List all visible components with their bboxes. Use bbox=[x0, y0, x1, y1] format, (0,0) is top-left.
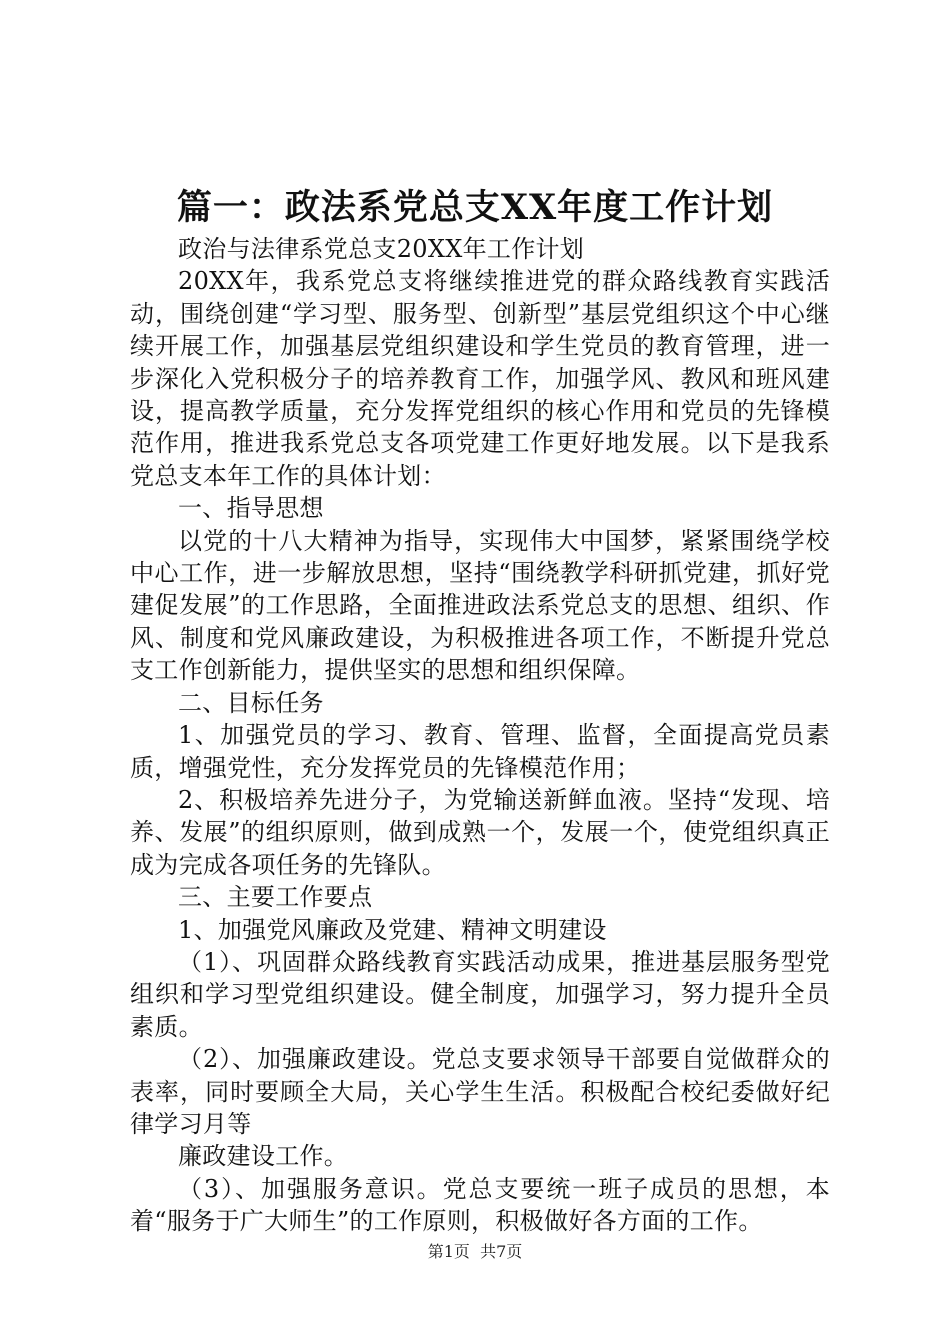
document-title: 篇一：政法系党总支XX年度工作计划 bbox=[176, 187, 774, 228]
paragraph-item-2: （2）、加强廉政建设。党总支要求领导干部要自觉做群众的表率，同时要顾全大局，关心学生生活。积极配合校纪委做好纪律学习月等 bbox=[130, 1045, 830, 1138]
subsection-heading-integrity: 1、加强党风廉政及党建、精神文明建设 bbox=[178, 915, 607, 944]
paragraph-item-3: （3）、加强服务意识。党总支要统一班子成员的思想，本着“服务于广大师生”的工作原则，积极做好各方面的工作。 bbox=[130, 1174, 830, 1236]
paragraph-intro: 20XX年，我系党总支将继续推进党的群众路线教育实践活动，围绕创建“学习型、服务型、创新型”基层党组织这个中心继续开展工作，加强基层党组织建设和学生党员的教育管理，进一步深化入党积极分子的培养教育工作，加强学风、教风和班风建设，提高教学质量，充分发挥党组织的核心作用和党员的先锋模范作用，推进我系党总支各项党建工作更好地发展。以下是我系党总支本年工作的具体计划： bbox=[130, 267, 830, 490]
paragraph-goal-1: 1、加强党员的学习、教育、管理、监督，全面提高党员素质，增强党性，充分发挥党员的先锋模范作用； bbox=[130, 721, 830, 782]
section-heading-goals: 二、目标任务 bbox=[178, 688, 324, 717]
paragraph-guiding-thought: 以党的十八大精神为指导，实现伟大中国梦，紧紧围绕学校中心工作，进一步解放思想，坚持“围绕教学科研抓党建，抓好党建促发展”的工作思路，全面推进政法系党总支的思想、组织、作风、制度和党风廉政建设，为积极推进各项工作，不断提升党总支工作创新能力，提供坚实的思想和组织保障。 bbox=[130, 526, 830, 685]
paragraph-goal-2: 2、积极培养先进分子，为党输送新鲜血液。坚持“发现、培养、发展”的组织原则，做到成熟一个，发展一个，使党组织真正成为完成各项任务的先锋队。 bbox=[130, 785, 830, 879]
paragraph-item-1: （1）、巩固群众路线教育实践活动成果，推进基层服务型党组织和学习型党组织建设。健全制度，加强学习，努力提升全员素质。 bbox=[130, 947, 830, 1041]
document-body bbox=[130, 233, 830, 1238]
section-heading-key-points: 三、主要工作要点 bbox=[178, 883, 373, 912]
page-footer: 第1页 共7页 bbox=[427, 1242, 523, 1261]
section-heading-guiding-thought: 一、指导思想 bbox=[178, 494, 324, 523]
paragraph-subtitle: 政治与法律系党总支20XX年工作计划 bbox=[178, 235, 585, 263]
paragraph-item-2-continued: 廉政建设工作。 bbox=[178, 1142, 349, 1171]
